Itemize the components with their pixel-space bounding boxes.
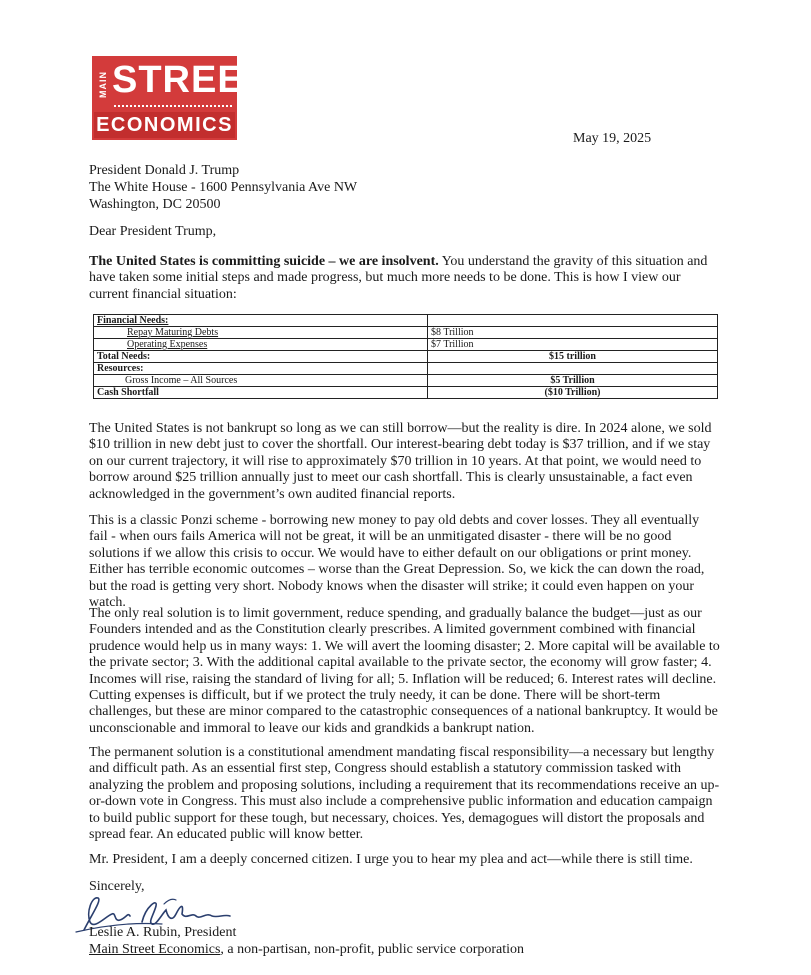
- logo-main-text: MAIN: [98, 71, 108, 99]
- paragraph-amendment: The permanent solution is a constitutional amendment mandating fiscal responsibility—a necessary but lengthy and difficult path. As an essential first step, Congress should establish a statutory commission tasked with analyzing the problem and proposing solutions, including a requirement that its recommendations receive an up-or-down vote in Congress. This must also include a comprehensive public information and education campaign to build public support for these tough, but necessary, choices. Yes, demagogues will distort the proposals and spread fear. An educated public will know better.: [89, 745, 720, 843]
- table-row: [94, 363, 718, 375]
- intro-paragraph: [89, 254, 721, 303]
- table-cell-empty: [428, 363, 718, 375]
- repay-debts-value: $8 Trillion: [428, 327, 718, 339]
- repay-debts-label: Repay Maturing Debts: [94, 327, 428, 339]
- gross-income-label: Gross Income – All Sources: [94, 375, 428, 387]
- table-cell-empty: [428, 315, 718, 327]
- resources-header: Resources:: [94, 363, 428, 375]
- cash-shortfall-label: Cash Shortfall: [94, 387, 428, 399]
- paragraph-borrowing: The United States is not bankrupt so long as we can still borrow—but the reality is dire. In 2024 alone, we sold $10 trillion in new debt just to cover the shortfall. Our interest-bearing debt today is $37 trillion, and if we stay on our current trajectory, it will rise to approximately $70 trillion in 10 years. At that point, we would need to borrow around $25 trillion annually just to meet our cash shortfall. This is clearly unsustainable, a fact even acknowledged in the government’s own audited financial reports.: [89, 421, 712, 502]
- financial-situation-table: [93, 314, 718, 399]
- total-needs-value: $15 trillion: [428, 351, 718, 363]
- recipient-address-line2: Washington, DC 20500: [89, 197, 221, 212]
- table-row: [94, 327, 718, 339]
- salutation: Dear President Trump,: [89, 224, 217, 239]
- logo-economics-text: ECONOMICS: [94, 112, 235, 138]
- letter-date: May 19, 2025: [573, 131, 652, 146]
- gross-income-value: $5 Trillion: [428, 375, 718, 387]
- intro-bold-statement: The United States is committing suicide – we are insolvent.: [89, 254, 439, 269]
- table-row: [94, 375, 718, 387]
- main-street-economics-logo: [92, 56, 268, 140]
- table-row: [94, 351, 718, 363]
- paragraph-plea: Mr. President, I am a deeply concerned citizen. I urge you to hear my plea and act—while there is still time.: [89, 852, 693, 867]
- financial-needs-header: Financial Needs:: [94, 315, 428, 327]
- paragraph-ponzi: This is a classic Ponzi scheme - borrowing new money to pay old debts and cover losses. They all eventually fail - when ours fails America will not be great, it will be an unmitigated disaster - there will be no good solutions if we allow this crisis to occur. We would have to either default on our obligations or print money. Either has terrible economic outcomes – worse than the Great Depression. So, we kick the can down the road, but the road is getting very short. Nobody knows when the disaster will strike; it could even happen on your watch.: [89, 513, 705, 611]
- recipient-address: [89, 162, 357, 213]
- operating-expenses-label: Operating Expenses: [94, 339, 428, 351]
- signer-organization: [89, 942, 524, 958]
- organization-description: , a non-partisan, non-profit, public service corporation: [220, 942, 525, 957]
- recipient-address-line1: The White House - 1600 Pennsylvania Ave NW: [89, 180, 358, 195]
- recipient-name: President Donald J. Trump: [89, 163, 240, 178]
- operating-expenses-value: $7 Trillion: [428, 339, 718, 351]
- table-row: [94, 387, 718, 399]
- signer-name: Leslie A. Rubin, President: [89, 925, 237, 940]
- table-row: [94, 315, 718, 327]
- logo-street-text: STREET: [112, 59, 268, 101]
- intro-text: You understand the gravity of this situation and have taken some initial steps and made progress, but much more needs to be done. This is how I view our current financial situation:: [89, 254, 708, 302]
- cash-shortfall-value: ($10 Trillion): [428, 387, 718, 399]
- table-row: [94, 339, 718, 351]
- closing: Sincerely,: [89, 879, 145, 894]
- paragraph-solution: The only real solution is to limit government, reduce spending, and gradually balance the budget—just as our Founders intended and as the Constitution clearly prescribes. A limited government combined with financial prudence would help us in many ways: 1. We will avert the looming disaster; 2. More capital will be available to the private sector; 3. With the additional capital available to the private sector, the economy will grow faster; 4. Incomes will rise, raising the standard of living for all; 5. Inflation will be reduced; 6. Interest rates will decline. Cutting expenses is difficult, but if we protect the truly needy, it can be done. There will be short-term challenges, but these are minor compared to the catastrophic consequences of a national bankruptcy. It would be unconscionable and immoral to leave our kids and grandkids a bankrupt nation.: [89, 606, 720, 736]
- total-needs-label: Total Needs:: [94, 351, 428, 363]
- logo-divider: [114, 105, 232, 110]
- organization-name: Main Street Economics: [89, 942, 221, 957]
